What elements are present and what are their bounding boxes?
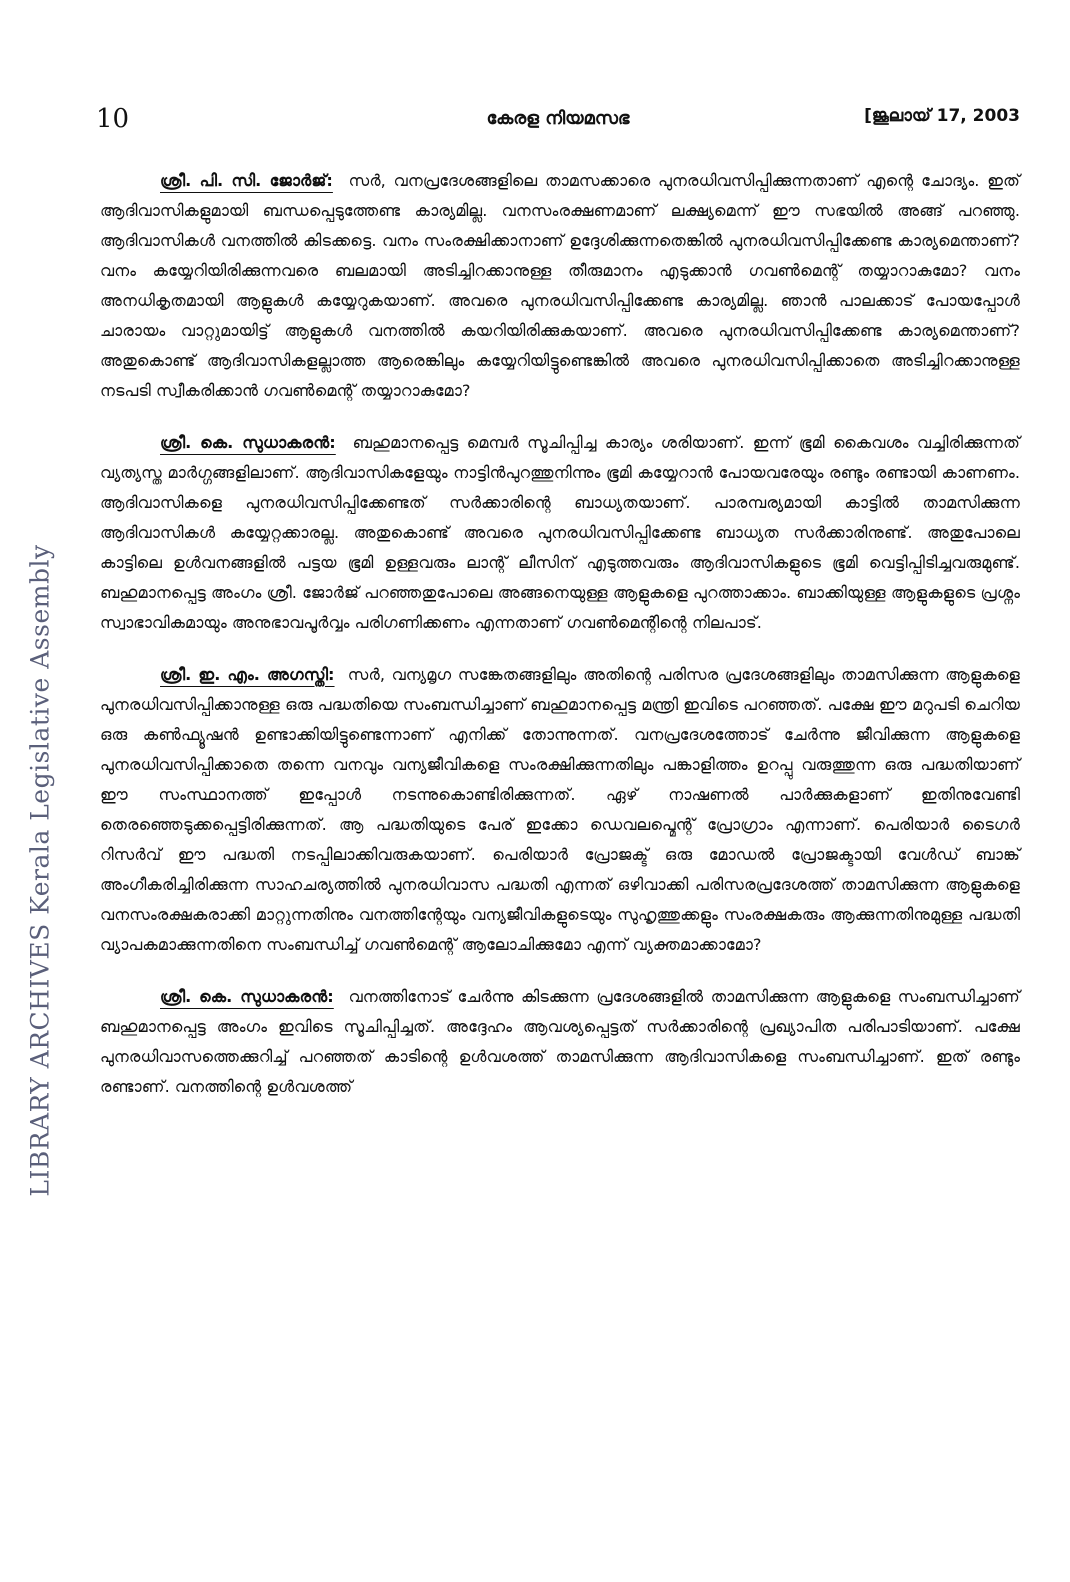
speech-paragraph	[100, 660, 1020, 960]
speaker-name: ശ്രീ. ഇ. എം. അഗസ്തി:	[160, 665, 335, 684]
page-number: 10	[96, 104, 130, 134]
speaker-name: ശ്രീ. പി. സി. ജോർജ്:	[160, 171, 333, 190]
speech-text: സർ, വനപ്രദേശങ്ങളിലെ താമസക്കാരെ പുനരധിവസിപ്പിക്കുന്നതാണ് എന്റെ ചോദ്യം. ഇത് ആദിവാസികളുമായി ബന്ധപ്പെടുത്തേണ്ട കാര്യമില്ല. വനസംരക്ഷണമാണ് ലക്ഷ്യമെന്ന് ഈ സഭയിൽ അങ്ങ് പറഞ്ഞു. ആദിവാസികൾ വനത്തിൽ കിടക്കട്ടെ. വനം സംരക്ഷിക്കാനാണ് ഉദ്ദേശിക്കുന്നതെങ്കിൽ പുനരധിവസിപ്പിക്കേണ്ട കാര്യമെന്താണ്? വനം കയ്യേറിയിരിക്കുന്നവരെ ബലമായി അടിച്ചിറക്കാനുള്ള തീരുമാനം എടുക്കാൻ ഗവൺമെന്റ് തയ്യാറാകുമോ? വനം അനധികൃതമായി ആളുകൾ കയ്യേറുകയാണ്. അവരെ പുനരധിവസിപ്പിക്കേണ്ട കാര്യമില്ല. ഞാൻ പാലക്കാട് പോയപ്പോൾ ചാരായം വാറ്റുമായിട്ട് ആളുകൾ വനത്തിൽ കയറിയിരിക്കുകയാണ്. അവരെ പുനരധിവസിപ്പിക്കേണ്ട കാര്യമെന്താണ്? അതുകൊണ്ട് ആദിവാസികളല്ലാത്ത ആരെങ്കിലും കയ്യേറിയിട്ടുണ്ടെങ്കിൽ അവരെ പുനരധിവസിപ്പിക്കാതെ അടിച്ചിറക്കാനുള്ള നടപടി സ്വീകരിക്കാൻ ഗവൺമെന്റ് തയ്യാറാകുമോ?	[100, 171, 1020, 400]
running-date: [ജൂലായ് 17, 2003	[864, 106, 1020, 126]
speech-paragraph	[100, 428, 1020, 638]
speech-paragraph	[100, 166, 1020, 406]
watermark-text: LIBRARY ARCHIVES Kerala Legislative Assembly	[25, 543, 55, 1197]
speech-text: ബഹുമാനപ്പെട്ട മെമ്പർ സൂചിപ്പിച്ച കാര്യം ശരിയാണ്. ഇന്ന് ഭൂമി കൈവശം വച്ചിരിക്കുന്നത് വ്യത്യസ്ത മാർഗ്ഗങ്ങളിലാണ്. ആദിവാസികളേയും നാട്ടിൻപുറത്തുനിന്നും ഭൂമി കയ്യേറാൻ പോയവരേയും രണ്ടും രണ്ടായി കാണണം. ആദിവാസികളെ പുനരധിവസിപ്പിക്കേണ്ടത് സർക്കാരിന്റെ ബാധ്യതയാണ്. പാരമ്പര്യമായി കാട്ടിൽ താമസിക്കുന്ന ആദിവാസികൾ കയ്യേറ്റക്കാരല്ല. അതുകൊണ്ട് അവരെ പുനരധിവസിപ്പിക്കേണ്ട ബാധ്യത സർക്കാരിനുണ്ട്. അതുപോലെ കാട്ടിലെ ഉൾവനങ്ങളിൽ പട്ടയ ഭൂമി ഉള്ളവരും ലാന്റ് ലീസിന് എടുത്തവരും ആദിവാസികളുടെ ഭൂമി വെട്ടിപ്പിടിച്ചവരുമുണ്ട്. ബഹുമാനപ്പെട്ട അംഗം ശ്രീ. ജോർജ് പറഞ്ഞതുപോലെ അങ്ങനെയുള്ള ആളുകളെ പുറത്താക്കാം. ബാക്കിയുള്ള ആളുകളുടെ പ്രശ്നം സ്വാഭാവികമായും അനുഭാവപൂർവ്വം പരിഗണിക്കണം എന്നതാണ് ഗവൺമെന്റിന്റെ നിലപാട്.	[100, 433, 1020, 632]
speech-text: വനത്തിനോട് ചേർന്നു കിടക്കുന്ന പ്രദേശങ്ങളിൽ താമസിക്കുന്ന ആളുകളെ സംബന്ധിച്ചാണ് ബഹുമാനപ്പെട്ട അംഗം ഇവിടെ സൂചിപ്പിച്ചത്. അദ്ദേഹം ആവശ്യപ്പെട്ടത് സർക്കാരിന്റെ പ്രഖ്യാപിത പരിപാടിയാണ്. പക്ഷേ പുനരധിവാസത്തെക്കുറിച്ച് പറഞ്ഞത് കാടിന്റെ ഉൾവശത്ത് താമസിക്കുന്ന ആദിവാസികളെ സംബന്ധിച്ചാണ്. ഇത് രണ്ടും രണ്ടാണ്. വനത്തിന്റെ ഉൾവശത്ത്	[100, 987, 1020, 1096]
page-header	[96, 104, 1020, 140]
speaker-name: ശ്രീ. കെ. സുധാകരൻ:	[160, 987, 334, 1006]
speaker-name: ശ്രീ. കെ. സുധാകരൻ:	[160, 433, 336, 452]
page-body	[100, 166, 1020, 1124]
running-title: കേരള നിയമസഭ	[486, 108, 630, 129]
speech-paragraph	[100, 982, 1020, 1102]
speech-text: സർ, വന്യമൃഗ സങ്കേതങ്ങളിലും അതിന്റെ പരിസര പ്രദേശങ്ങളിലും താമസിക്കുന്ന ആളുകളെ പുനരധിവസിപ്പിക്കാനുള്ള ഒരു പദ്ധതിയെ സംബന്ധിച്ചാണ് ബഹുമാനപ്പെട്ട മന്ത്രി ഇവിടെ പറഞ്ഞത്. പക്ഷേ ഈ മറുപടി ചെറിയ ഒരു കൺഫ്യൂഷൻ ഉണ്ടാക്കിയിട്ടുണ്ടെന്നാണ് എനിക്ക് തോന്നുന്നത്. വനപ്രദേശത്തോട് ചേർന്നു ജീവിക്കുന്ന ആളുകളെ പുനരധിവസിപ്പിക്കാതെ തന്നെ വനവും വന്യജീവികളെ സംരക്ഷിക്കുന്നതിലും പങ്കാളിത്തം ഉറപ്പു വരുത്തുന്ന ഒരു പദ്ധതിയാണ് ഈ സംസ്ഥാനത്ത് ഇപ്പോൾ നടന്നുകൊണ്ടിരിക്കുന്നത്. ഏഴ് നാഷണൽ പാർക്കുകളാണ് ഇതിനുവേണ്ടി തെരഞ്ഞെടുക്കപ്പെട്ടിരിക്കുന്നത്. ആ പദ്ധതിയുടെ പേര് ഇക്കോ ഡെവലപ്മെന്റ് പ്രോഗ്രാം എന്നാണ്. പെരിയാർ ടൈഗർ റിസർവ് ഈ പദ്ധതി നടപ്പിലാക്കിവരുകയാണ്. പെരിയാർ പ്രോജക്ട് ഒരു മോഡൽ പ്രോജക്ടായി വേൾഡ് ബാങ്ക് അംഗീകരിച്ചിരിക്കുന്ന സാഹചര്യത്തിൽ പുനരധിവാസ പദ്ധതി എന്നത് ഒഴിവാക്കി പരിസരപ്രദേശത്ത് താമസിക്കുന്ന ആളുകളെ വനസംരക്ഷകരാക്കി മാറ്റുന്നതിനും വനത്തിന്റേയും വന്യജീവികളുടെയും സുഹൃത്തുക്കളും സംരക്ഷകരും ആക്കുന്നതിനുമുള്ള പദ്ധതി വ്യാപകമാക്കുന്നതിനെ സംബന്ധിച്ച് ഗവൺമെന്റ് ആലോചിക്കുമോ എന്ന് വ്യക്തമാക്കാമോ?	[100, 665, 1020, 954]
library-archives-watermark	[10, 420, 70, 1320]
